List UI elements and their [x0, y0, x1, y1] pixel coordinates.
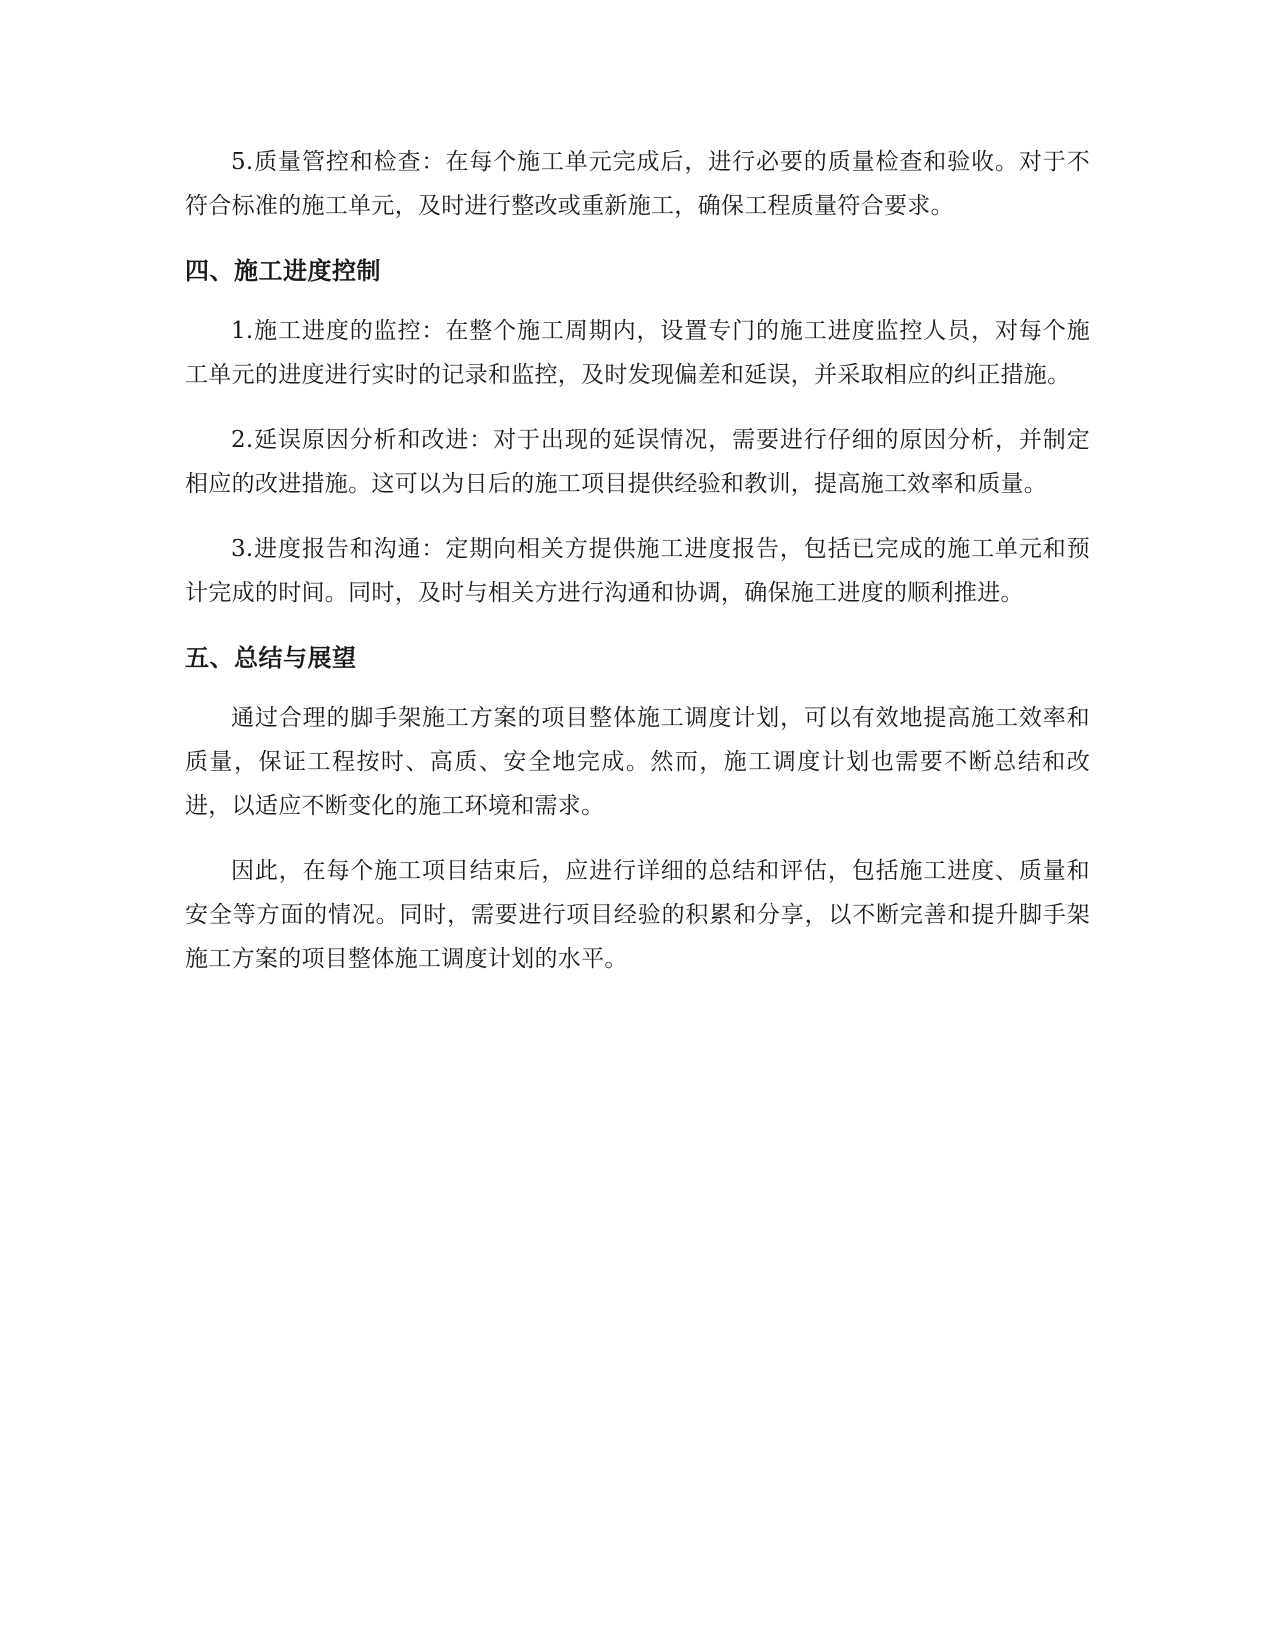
paragraph-progress-report: 3.进度报告和沟通：定期向相关方提供施工进度报告，包括已完成的施工单元和预计完成的时间。同时，及时与相关方进行沟通和协调，确保施工进度的顺利推进。 [185, 536, 1090, 606]
paragraph-summary-1: 通过合理的脚手架施工方案的项目整体施工调度计划，可以有效地提高施工效率和质量，保证工程按时、高质、安全地完成。然而，施工调度计划也需要不断总结和改进，以适应不断变化的施工环境和需求。 [185, 705, 1090, 819]
paragraph-quality-control: 5.质量管控和检查：在每个施工单元完成后，进行必要的质量检查和验收。对于不符合标准的施工单元，及时进行整改或重新施工，确保工程质量符合要求。 [185, 149, 1090, 219]
section-heading-progress-control: 四、施工进度控制 [185, 257, 381, 285]
paragraph-summary-2: 因此，在每个施工项目结束后，应进行详细的总结和评估，包括施工进度、质量和安全等方面的情况。同时，需要进行项目经验的积累和分享，以不断完善和提升脚手架施工方案的项目整体施工调度计划的水平。 [185, 858, 1090, 972]
document-page [185, 140, 1090, 1002]
paragraph-progress-monitoring: 1.施工进度的监控：在整个施工周期内，设置专门的施工进度监控人员，对每个施工单元的进度进行实时的记录和监控，及时发现偏差和延误，并采取相应的纠正措施。 [185, 318, 1090, 388]
paragraph-delay-analysis: 2.延误原因分析和改进：对于出现的延误情况，需要进行仔细的原因分析，并制定相应的改进措施。这可以为日后的施工项目提供经验和教训，提高施工效率和质量。 [185, 427, 1090, 497]
section-heading-summary: 五、总结与展望 [185, 644, 357, 672]
